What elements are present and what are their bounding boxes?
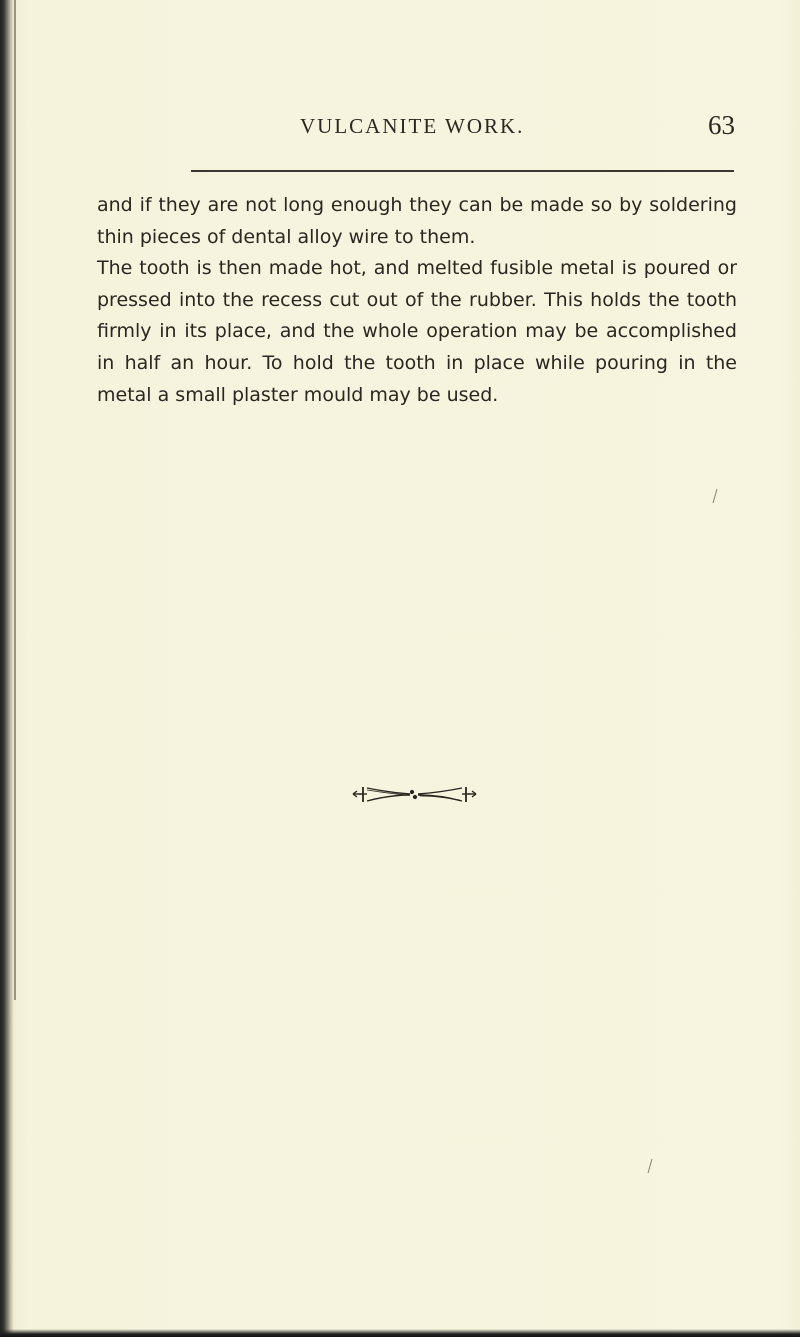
paragraph: The tooth is then made hot, and melted fusible metal is poured or pressed into the recess cut out of the rubber. This holds the tooth firmly in its place, and the whole operation may be accomplished in half an hour. To hold the tooth in place while pouring in the metal a small plaster mould may be used. (97, 257, 737, 406)
paragraph: and if they are not long enough they can be made so by soldering thin pieces of dental alloy wire to them. (97, 194, 737, 248)
page-bottom-edge (0, 1329, 800, 1337)
header-rule (191, 170, 734, 172)
binding-edge (0, 0, 14, 1337)
page-number: 63 (708, 110, 735, 140)
running-header (300, 110, 735, 146)
running-title: VULCANITE WORK. (300, 114, 525, 138)
stray-ink-mark (712, 488, 718, 504)
body-text (97, 190, 737, 411)
stray-ink-mark (647, 1158, 653, 1174)
binding-shadow-line (14, 0, 16, 1000)
end-of-section-ornament-icon (352, 782, 477, 806)
